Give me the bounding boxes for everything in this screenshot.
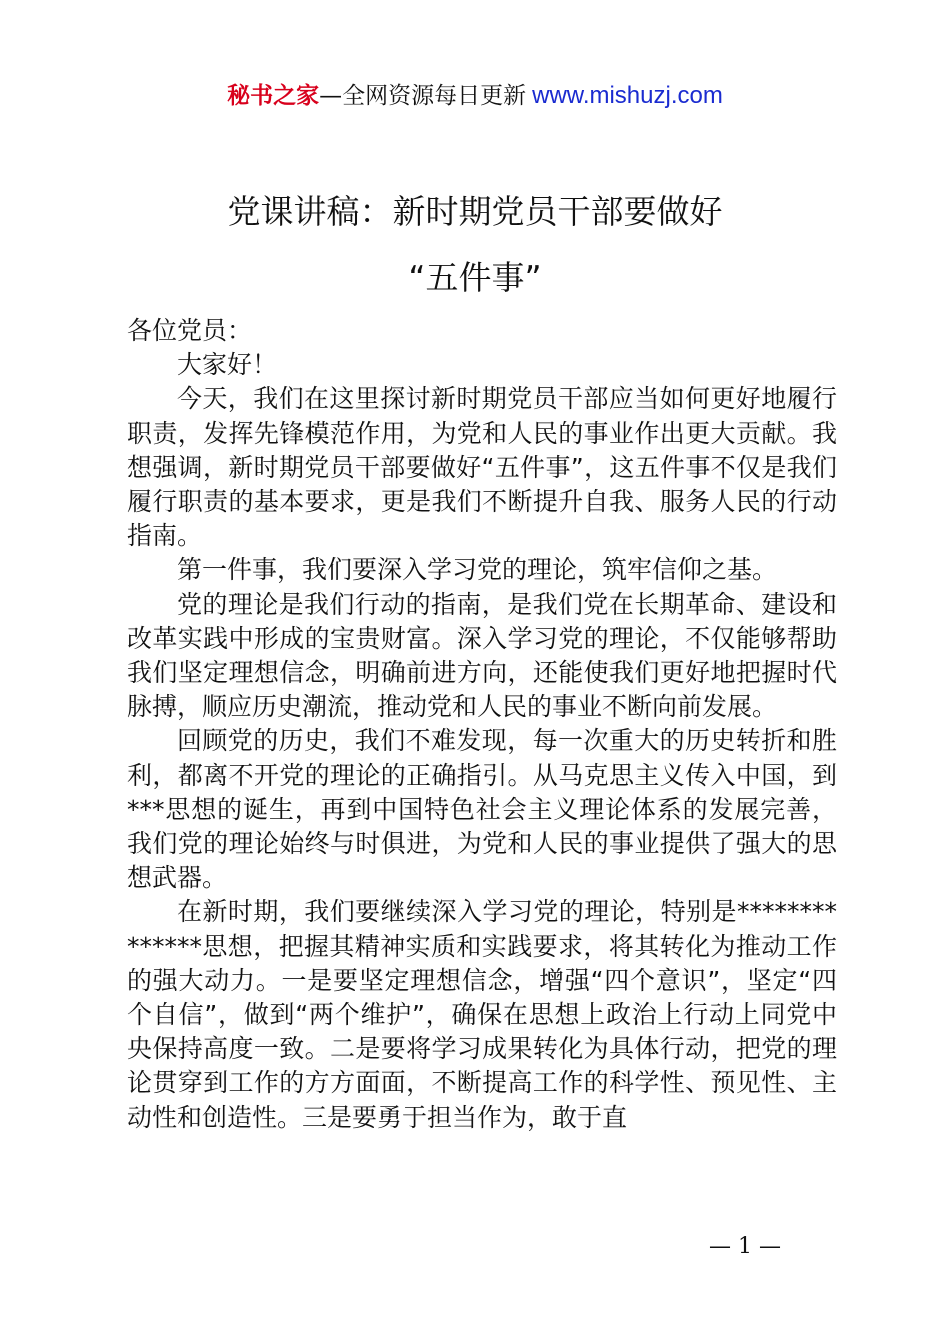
- paragraph-theory-guide: 党的理论是我们行动的指南，是我们党在长期革命、建设和改革实践中形成的宝贵财富。深入学习党的理论，不仅能够帮助我们坚定理想信念，明确前进方向，还能使我们更好地把握时代脉搏，顺应历史潮流，推动党和人民的事业不断向前发展。: [127, 589, 837, 722]
- site-url-link[interactable]: www.mishuzj.com: [532, 82, 723, 109]
- page-number: — 1 —: [709, 1234, 781, 1259]
- site-tagline: —全网资源每日更新: [319, 83, 527, 109]
- paragraph-first-thing: 第一件事，我们要深入学习党的理论，筑牢信仰之基。: [177, 555, 778, 585]
- document-title-line-2: “五件事”: [408, 258, 542, 297]
- document-title-line-1: 党课讲稿：新时期党员干部要做好: [227, 192, 723, 231]
- document-body: [127, 314, 837, 1135]
- site-header: [0, 78, 950, 114]
- paragraph-history: 回顾党的历史，我们不难发现，每一次重大的历史转折和胜利，都离不开党的理论的正确指引。从马克思主义传入中国，到***思想的诞生，再到中国特色社会主义理论体系的发展完善，我们党的理论始终与时俱进，为党和人民的事业提供了强大的思想武器。: [127, 726, 837, 893]
- salutation: 各位党员：: [127, 316, 253, 345]
- paragraph-intro: 今天，我们在这里探讨新时期党员干部应当如何更好地履行职责，发挥先锋模范作用，为党和人民的事业作出更大贡献。我想强调，新时期党员干部要做好“五件事”，这五件事不仅是我们履行职责的基本要求，更是我们不断提升自我、服务人民的行动指南。: [127, 384, 837, 551]
- paragraph-new-era: 在新时期，我们要继续深入学习党的理论，特别是**************思想，把握其精神实质和实践要求，将其转化为推动工作的强大动力。一是要坚定理想信念，增强“四个意识”，坚定“四个自信”，做到“两个维护”，确保在思想上政治上行动上同党中央保持高度一致。二是要将学习成果转化为具体行动，把党的理论贯穿到工作的方方面面，不断提高工作的科学性、预见性、主动性和创造性。三是要勇于担当作为，敢于直: [127, 897, 837, 1132]
- paragraph-greeting: 大家好！: [177, 350, 278, 380]
- site-brand: 秘书之家: [227, 83, 320, 109]
